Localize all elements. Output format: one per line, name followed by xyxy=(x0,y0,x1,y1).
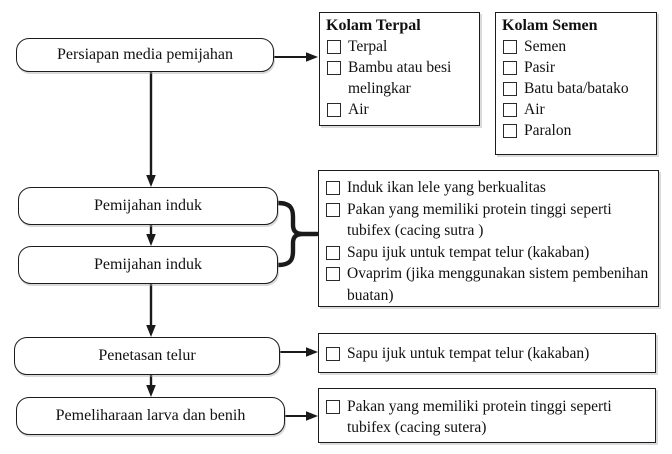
checklist-item: Air xyxy=(326,99,475,120)
flow-step-pemijahan-induk-2 xyxy=(18,246,278,284)
checkbox-icon[interactable] xyxy=(326,181,340,195)
checkbox-icon[interactable] xyxy=(326,267,340,281)
panel-kolam-semen xyxy=(495,12,657,155)
checkbox-icon[interactable] xyxy=(503,61,517,75)
arrow-penetasan-to-pemeliharaan xyxy=(146,375,156,397)
checkbox-icon[interactable] xyxy=(327,40,341,54)
arrow-pemijahan1-to-pemijahan2 xyxy=(146,225,156,246)
flow-step-penetasan-telur xyxy=(14,337,280,375)
flow-step-label: Pemeliharaan larva dan benih xyxy=(55,407,246,425)
checkbox-icon[interactable] xyxy=(326,246,340,260)
flow-step-pemijahan-induk-1 xyxy=(18,187,278,225)
checklist-item: Sapu ijuk untuk tempat telur (kakaban) xyxy=(325,242,654,264)
checkbox-icon[interactable] xyxy=(326,400,340,414)
checklist-item: Ovaprim (jika menggunakan sistem pembenihan buatan) xyxy=(325,263,654,306)
flow-step-label: Persiapan media pemijahan xyxy=(57,46,233,64)
checkbox-icon[interactable] xyxy=(326,347,340,361)
checkbox-icon[interactable] xyxy=(327,61,341,75)
checkbox-icon[interactable] xyxy=(503,82,517,96)
checklist-item: Bambu atau besi melingkar xyxy=(326,57,475,99)
panel-title: Kolam Terpal xyxy=(326,17,421,34)
arrow-penetasan-to-checklist xyxy=(280,347,318,357)
flow-step-label: Penetasan telur xyxy=(98,347,196,365)
flow-step-label: Pemijahan induk xyxy=(94,256,202,274)
checkbox-icon[interactable] xyxy=(503,103,517,117)
checklist-item: Pasir xyxy=(502,57,652,78)
checklist-item: Paralon xyxy=(502,120,652,141)
checklist-item: Pakan yang memiliki protein tinggi seperti tubifex (cacing sutera) xyxy=(325,396,651,438)
checkbox-icon[interactable] xyxy=(326,203,340,217)
checkbox-icon[interactable] xyxy=(327,103,341,117)
panel-title: Kolam Semen xyxy=(502,17,598,34)
brace-pemijahan-to-checklist xyxy=(278,203,317,265)
checklist-item: Semen xyxy=(502,36,652,57)
flow-step-label: Pemijahan induk xyxy=(94,197,202,215)
checkbox-icon[interactable] xyxy=(503,124,517,138)
panel-kolam-terpal xyxy=(319,12,480,126)
checkbox-icon[interactable] xyxy=(503,40,517,54)
panel-pemeliharaan-checklist xyxy=(318,388,656,443)
checklist-item: Sapu ijuk untuk tempat telur (kakaban) xyxy=(325,343,651,364)
checklist-item: Induk ikan lele yang berkualitas xyxy=(325,177,654,199)
flow-step-persiapan-media xyxy=(16,38,274,72)
checklist-item: Air xyxy=(502,99,652,120)
arrow-pemijahan2-to-penetasan xyxy=(146,284,156,337)
arrow-pemeliharaan-to-checklist xyxy=(285,411,318,421)
arrow-persiapan-to-pemijahan1 xyxy=(146,72,156,187)
panel-penetasan-checklist xyxy=(318,333,656,373)
checklist-item: Pakan yang memiliki protein tinggi seperti tubifex (cacing sutra ) xyxy=(325,199,654,242)
panel-pemijahan-checklist xyxy=(318,170,659,307)
arrow-persiapan-to-kolam-terpal xyxy=(274,52,318,62)
checklist-item: Terpal xyxy=(326,36,475,57)
flow-step-pemeliharaan-larva xyxy=(16,397,285,435)
checklist-item: Batu bata/batako xyxy=(502,78,652,99)
